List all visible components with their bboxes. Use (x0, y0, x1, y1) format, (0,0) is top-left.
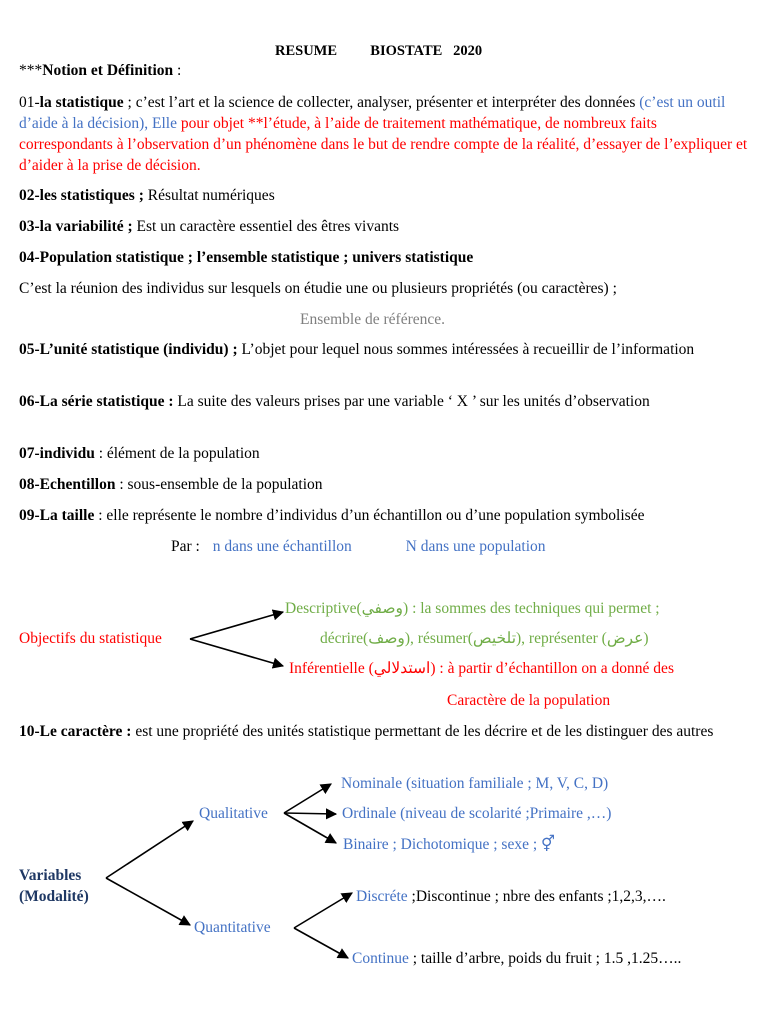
term-statistique: la statistique (39, 94, 124, 111)
arrow-to-nominale (284, 784, 331, 813)
definition-04-text: C’est la réunion des individus sur lesquels on étudie une ou plusieurs propriétés (ou caractères) ; (19, 280, 617, 297)
qualitative-node: Qualitative (199, 805, 268, 822)
inferentielle-branch: Inférentielle (استدلالي) : à partir d’échantillon on a donné des (289, 660, 674, 677)
title-resume: RESUME (275, 43, 338, 59)
nominale-item: Nominale (situation familiale ; M, V, C, D) (341, 775, 609, 792)
inferentielle-text: Caractère de la population (447, 692, 611, 709)
variables-root: Variables (Modalité) (19, 867, 89, 905)
definition-05: 05-L’unité statistique (individu) ; L’objet pour lequel nous sommes intéressées à recueillir de l’information (19, 341, 695, 358)
arrow-to-binaire (284, 813, 336, 843)
sample-size-n: n dans une échantillon (212, 538, 352, 555)
objectifs-root: Objectifs du statistique (19, 630, 162, 647)
ordinale-item: Ordinale (niveau de scolarité ;Primaire ,…) (342, 805, 612, 822)
population-size-N: N dans une population (405, 538, 546, 555)
arrow-to-continue (294, 928, 348, 958)
definition-06: 06-La série statistique : La suite des valeurs prises par une variable ‘ X ’ sur les unités d’observation (19, 393, 650, 410)
arrow-to-ordinale (284, 813, 336, 814)
arrow-to-inferentielle (190, 639, 283, 666)
discrete-item: Discréte ;Discontinue ; nbre des enfants ;1,2,3,…. (356, 888, 666, 905)
arrow-to-discrete (294, 893, 352, 928)
par-label: Par : (171, 538, 200, 555)
binaire-item: Binaire ; Dichotomique ; sexe ; ⚥ (343, 836, 556, 853)
definition-08: 08-Echentillon : sous-ensemble de la population (19, 476, 323, 493)
definition-02: 02-les statistiques ; Résultat numériques (19, 187, 275, 204)
section-title: Notion et Définition (42, 62, 174, 79)
descriptive-methods: décrire(وصف), résumer(تلخيص), représenter (عرض) (320, 630, 649, 647)
title-biostate: BIOSTATE 2020 (370, 43, 483, 59)
definition-04: 04-Population statistique ; l’ensemble statistique ; univers statistique (19, 249, 474, 266)
definition-01: 01-la statistique ; c’est l’art et la science de collecter, analyser, présenter et interpréter des données (c’est un outil d’aide à la décision), Elle pour objet **l’étude, à l’aide de traitement mathématique, de nombreux faits correspondants à l’observation d’un phénomène dans le but de rendre compte de la réalité, d’essayer de l’expliquer et d’aider à la prise de décision. (19, 94, 748, 174)
continue-item: Continue ; taille d’arbre, poids du fruit ; 1.5 ,1.25….. (352, 950, 682, 967)
arrow-to-quantitative (106, 878, 190, 925)
section-heading: ***Notion et Définition : (19, 62, 182, 79)
arrow-to-descriptive (190, 612, 283, 639)
definition-07: 07-individu : élément de la population (19, 445, 260, 462)
definition-09: 09-La taille : elle représente le nombre d’individus d’un échantillon ou d’une population symbolisée (19, 507, 645, 524)
definition-10: 10-Le caractère : est une propriété des unités statistique permettant de les décrire et de les distinguer des autres (19, 723, 714, 740)
definition-03: 03-la variabilité ; Est un caractère essentiel des êtres vivants (19, 218, 400, 235)
descriptive-branch: Descriptive(وصفي) : la sommes des techniques qui permet ; (285, 600, 660, 617)
reference-set-note: Ensemble de référence. (300, 311, 446, 328)
arrow-to-qualitative (106, 821, 193, 878)
quantitative-node: Quantitative (194, 919, 271, 936)
